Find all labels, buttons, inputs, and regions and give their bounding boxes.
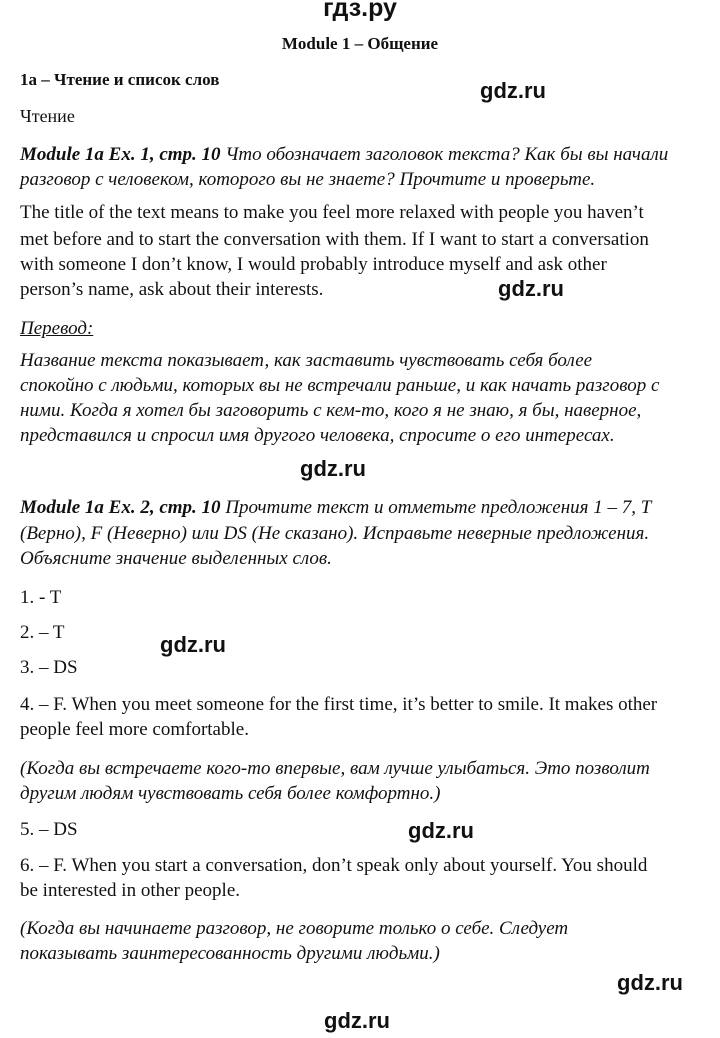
answer-3: 3. – DS (20, 657, 78, 678)
answer-1: 1. - T (20, 587, 62, 608)
ex1-translation-line: ними. Когда я хотел бы заговорить с кем-то, кого я не знаю, я бы, наверное, (20, 400, 642, 421)
ex2-task-line-1 (20, 497, 651, 519)
answer-2: 2. – T (20, 622, 65, 643)
reading-label: Чтение (20, 106, 75, 126)
ex2-task-text: Прочтите текст и отметьте предложения 1 – 7, T (220, 497, 652, 518)
ex1-answer-line: person’s name, ask about their interests. (20, 279, 324, 300)
ex2-heading: Module 1a Ex. 2, стр. 10 (20, 497, 221, 518)
ex1-answer-line: met before and to start the conversation with them. If I want to start a conversation (20, 229, 649, 250)
section-title: 1a – Чтение и список слов (20, 70, 220, 89)
answer-4-translation: (Когда вы встречаете кого-то впервые, вам лучше улыбаться. Это позволит (20, 758, 650, 779)
ex1-answer-line: with someone I don’t know, I would probably introduce myself and ask other (20, 254, 607, 275)
ex1-task-text: Что обозначает заголовок текста? Как бы вы начали разговор с человеком, которого вы не знаете? Прочтите и проверьте. (20, 144, 669, 190)
module-title: Module 1 – Общение (281, 34, 439, 53)
watermark: gdz.ru (480, 78, 546, 103)
watermark: gdz.ru (408, 818, 474, 843)
ex1-task (20, 142, 710, 192)
watermark: gdz.ru (617, 970, 683, 995)
answer-6-line: be interested in other people. (20, 880, 241, 901)
answer-6-translation: показывать заинтересованность другими людьми.) (20, 943, 440, 964)
answer-4-translation: другим людям чувствовать себя более комфортно.) (20, 783, 441, 804)
ex2-task-line: (Верно), F (Неверно) или DS (Не сказано). Исправьте неверные предложения. (20, 523, 650, 544)
ex1-translation-line: Название текста показывает, как заставить чувствовать себя более (20, 350, 593, 371)
answer-6-line: 6. – F. When you start a conversation, don’t speak only about yourself. You should (20, 855, 648, 876)
answer-6-translation: (Когда вы начинаете разговор, не говорите только о себе. Следует (20, 918, 569, 939)
watermark: gdz.ru (300, 456, 366, 481)
watermark: gdz.ru (160, 632, 226, 657)
ex1-answer-line: The title of the text means to make you feel more relaxed with people you haven’t (20, 202, 644, 223)
watermark: gdz.ru (498, 276, 564, 301)
watermark: gdz.ru (324, 1008, 390, 1033)
answer-4-line: 4. – F. When you meet someone for the first time, it’s better to smile. It makes other (20, 694, 658, 715)
ex1-heading: Module 1a Ex. 1, стр. 10 (20, 144, 221, 165)
site-title: гдз.ру (323, 0, 397, 22)
ex2-task-line: Объясните значение выделенных слов. (20, 548, 332, 569)
answer-5: 5. – DS (20, 819, 78, 840)
ex1-translation-line: спокойно с людьми, которых вы не встречали раньше, и как начать разговор с (20, 375, 660, 396)
answer-4-line: people feel more comfortable. (20, 719, 249, 740)
ex1-translation-line: представился и спросил имя другого человека, спросите о его интересах. (20, 425, 615, 446)
translation-label: Перевод: (20, 318, 94, 339)
